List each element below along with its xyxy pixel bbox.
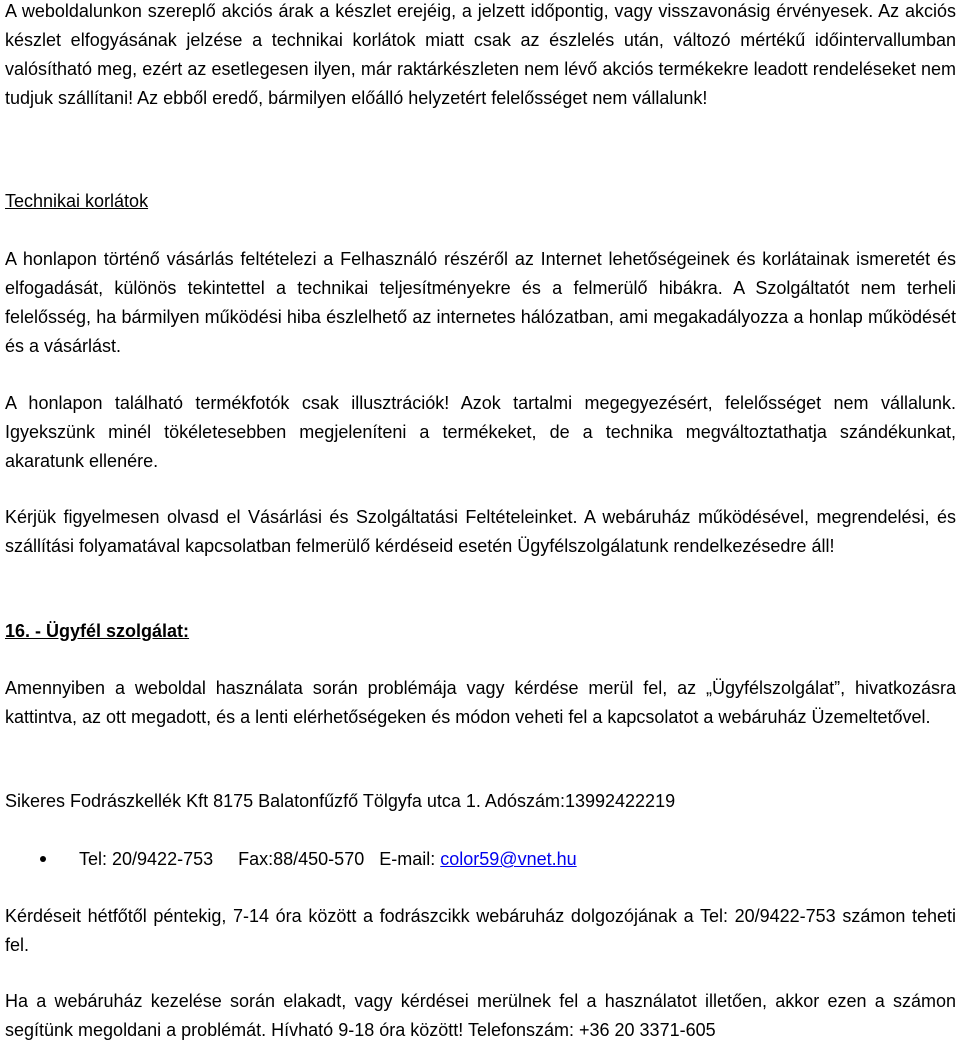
- support-hours-paragraph: Kérdéseit hétfőtől péntekig, 7-14 óra között a fodrászcikk webáruház dolgozójának a Tel: 20/9422-753 számon teheti fel.: [5, 906, 956, 955]
- contact-fax: Fax:88/450-570: [238, 849, 365, 869]
- contact-email-link[interactable]: color59@vnet.hu: [440, 849, 577, 869]
- bullet-icon: [40, 856, 46, 862]
- contact-phone: Tel: 20/9422-753: [79, 849, 214, 869]
- intro-paragraph: A weboldalunkon szereplő akciós árak a készlet erejéig, a jelzett időpontig, vagy visszavonásig érvényesek. Az akciós készlet elfogyásának jelzése a technikai korlátok miatt csak az észlelés után, változó mértékű időintervallumban valósítható meg, ezért az esetlegesen ilyen, már raktárkészleten nem lévő akciós termékekre leadott rendeléseket nem tudjuk szállítani! Az ebből eredő, bármilyen előálló helyzetért felelősséget nem vállalunk!: [5, 1, 956, 108]
- customer-service-heading: 16. - Ügyfél szolgálat:: [5, 621, 190, 641]
- technical-limits-heading: Technikai korlátok: [5, 191, 149, 211]
- customer-service-paragraph: Amennyiben a weboldal használata során problémája vagy kérdése merül fel, az „Ügyfélszolgálat”, hivatkozásra kattintva, az ott megadott, és a lenti elérhetőségeken és módon veheti fel a kapcsolatot a webáruház Üzemeltetővel.: [5, 678, 956, 727]
- contact-list-item: [0, 845, 956, 874]
- technical-limits-paragraph-2: A honlapon található termékfotók csak illusztrációk! Azok tartalmi megegyezésért, felelősséget nem vállalunk. Igyekszünk minél tökéletesebben megjeleníteni a termékeket, de a technika megváltoztathatja szándékunkat, akaratunk ellenére.: [5, 393, 956, 471]
- company-details: Sikeres Fodrászkellék Kft 8175 Balatonfűzfő Tölgyfa utca 1. Adószám:13992422219: [5, 791, 676, 811]
- contact-email-label: E-mail:: [379, 849, 436, 869]
- help-paragraph: Ha a webáruház kezelése során elakadt, vagy kérdései merülnek fel a használatot illetően, akkor ezen a számon segítünk megoldani a problémát. Hívható 9-18 óra között! Telefonszám: +36 20 3371-605: [5, 991, 956, 1040]
- technical-limits-paragraph-3: Kérjük figyelmesen olvasd el Vásárlási és Szolgáltatási Feltételeinket. A webáruház működésével, megrendelési, és szállítási folyamatával kapcsolatban felmerülő kérdéseid esetén Ügyfélszolgálatunk rendelkezésedre áll!: [5, 507, 956, 556]
- technical-limits-paragraph-1: A honlapon történő vásárlás feltételezi a Felhasználó részéről az Internet lehetőségeinek és korlátainak ismeretét és elfogadását, különös tekintettel a technikai teljesítményekre és a felmerülő hibákra. A Szolgáltatót nem terheli felelősség, ha bármilyen működési hiba észlelhető az internetes hálózatban, ami megakadályozza a honlap működését és a vásárlást.: [5, 249, 956, 356]
